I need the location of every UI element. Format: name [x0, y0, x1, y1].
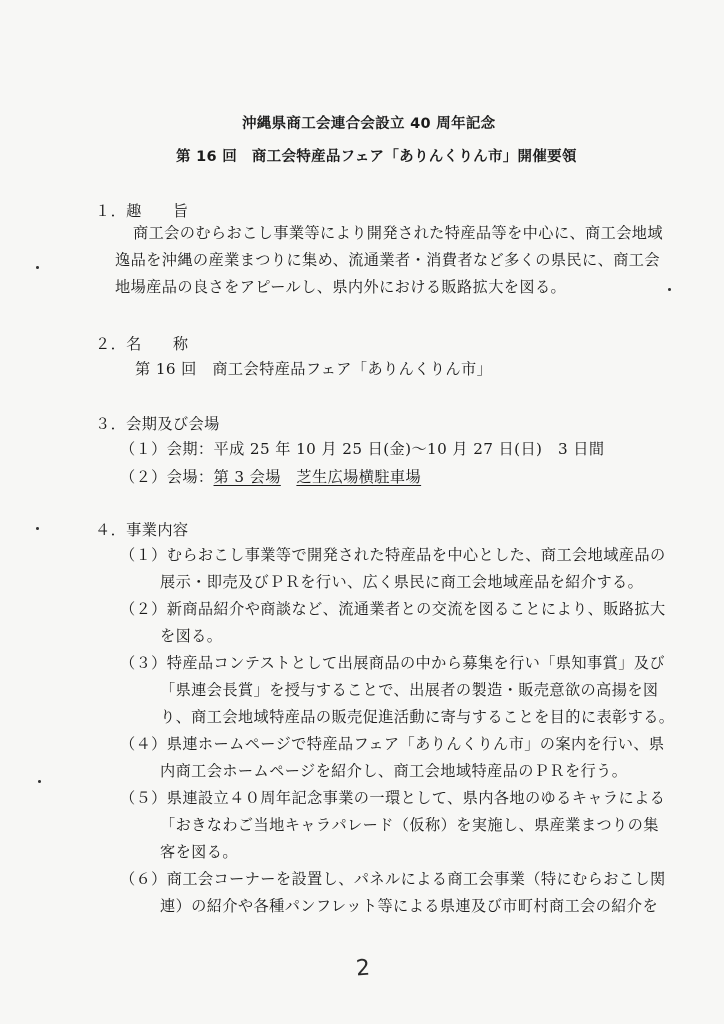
- doc-title-line1: 沖縄県商工会連合会設立 40 周年記念: [242, 116, 496, 132]
- scan-speck: [36, 266, 39, 269]
- section4-line: 「県連会長賞」を授与することで、出展者の製造・販売意欲の高揚を図: [160, 681, 659, 699]
- venue-location: 芝生広場横駐車場: [296, 468, 422, 486]
- section1-line: 逸品を沖縄の産業まつりに集め、流通業者・消費者など多くの県民に、商工会: [115, 251, 660, 269]
- section4-line: （６）商工会コーナーを設置し、パネルによる商工会事業（特にむらおこし関: [120, 870, 666, 888]
- section4-line: 内商工会ホームページを紹介し、商工会地域特産品のＰＲを行う。: [160, 762, 628, 780]
- section2-text: 第 16 回 商工会特産品フェア「ありんくりん市」: [135, 360, 493, 378]
- section1-line: 地場産品の良さをアピールし、県内外における販路拡大を図る。: [115, 278, 567, 296]
- section4-line: を図る。: [160, 627, 223, 645]
- section4-line: 展示・即売及びＰＲを行い、広く県民に商工会地域産品を紹介する。: [160, 573, 644, 591]
- scan-speck: [36, 527, 39, 530]
- section4-line: （４）県連ホームページで特産品フェア「ありんくりん市」の案内を行い、県: [120, 735, 665, 753]
- doc-title-line2: 第 16 回 商工会特産品フェア「ありんくりん市」開催要領: [176, 149, 577, 165]
- section4-line: 「おきなわご当地キャラパレード（仮称）を実施し、県産業まつりの集: [160, 816, 659, 834]
- section4-heading: ４．事業内容: [95, 521, 189, 539]
- section4-line: （５）県連設立４０周年記念事業の一環として、県内各地のゆるキャラによる: [120, 789, 666, 807]
- section3-heading: ３．会期及び会場: [95, 415, 220, 433]
- section4-line: （３）特産品コンテストとして出展商品の中から募集を行い「県知事賞」及び: [120, 654, 665, 672]
- scan-speck: [38, 780, 41, 783]
- section4-line: 客を図る。: [160, 843, 238, 861]
- venue-name: 第 3 会場: [213, 468, 281, 486]
- scan-speck: [668, 288, 671, 291]
- page-number: 2: [355, 955, 371, 982]
- section1-heading: １．趣 旨: [95, 202, 189, 220]
- section4-line: （１）むらおこし事業等で開発された特産品を中心とした、商工会地域産品の: [120, 546, 666, 564]
- section3-item2: [120, 466, 421, 487]
- section4-line: 連）の紹介や各種パンフレット等による県連及び市町村商工会の紹介を: [160, 897, 659, 915]
- section1-line: 商工会のむらおこし事業等により開発された特産品等を中心に、商工会地域: [133, 224, 663, 242]
- section4-line: （２）新商品紹介や商談など、流通業者との交流を図ることにより、販路拡大: [120, 600, 666, 618]
- section3-item1: （１）会期：平成 25 年 10 月 25 日(金)～10 月 27 日(日) 3 日間: [120, 440, 605, 458]
- section4-line: り、商工会地域特産品の販売促進活動に寄与することを目的に表彰する。: [160, 708, 675, 726]
- venue-prefix: （２）会場：: [120, 468, 214, 486]
- section2-heading: ２．名 称: [95, 335, 189, 353]
